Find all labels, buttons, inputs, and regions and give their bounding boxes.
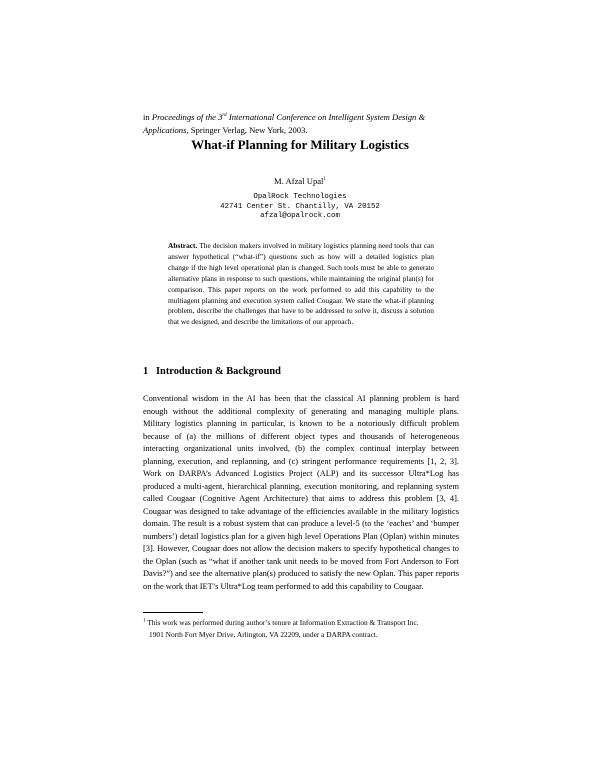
affiliation-email: afzal@opalrock.com: [260, 212, 340, 221]
abstract-text: The decision makers involved in military logistics planning need tools that can answer hypothetical (“what-if”) questions such as how will a detailed logistics plan change if the high level operational plan is changed. Such tools must be able to generate alternative plans in response to such questions, while maintaining the original plan(s) for comparison. This paper reports on the work performed to add this capability to the multiagent planning and execution system called Cougaar. We state the what-if planning problem, describe the challenges that have to be addressed to solve it, discuss a solution that we designed, and describe the limitations of our approach.: [168, 241, 435, 327]
citation-publisher: , Springer Verlag, New York, 2003.: [186, 125, 308, 135]
footnote-rule: [143, 612, 203, 613]
affiliation-block: [0, 193, 600, 222]
citation-prefix: in: [143, 112, 152, 122]
footnote-mark: 1: [143, 618, 146, 624]
paper-title: What-if Planning for Military Logistics: [191, 137, 409, 152]
author-footnote-mark: 1: [323, 177, 326, 183]
footnote-line2: 1901 North Fort Myer Drive, Arlington, VA 22209, under a DARPA contract.: [149, 629, 378, 639]
affiliation-org: OpalRock Technologies: [253, 193, 347, 201]
abstract-label: Abstract.: [168, 241, 198, 250]
footnote: [143, 617, 463, 640]
author-name: M. Afzal Upal$^1$: [274, 176, 326, 186]
section-title: Introduction & Background: [156, 366, 281, 377]
body-paragraph: Conventional wisdom in the AI has been that the classical AI planning problem is hard enough without the additional complexity of generating and managing multiple plans. Military logistics planning in particular, is known to be a notoriously difficult problem because of (a) the millions of different object types and thousands of heterogeneous interacting organizational units involved, (b) the complex continual interplay between planning, execution, and replanning, and (c) stringent performance requirements [1, 2, 3]. Work on DARPA’s Advanced Logistics Project (ALP) and its successor Ultra*Log has produced a multi-agent, hierarchical planning, execution monitoring, and replanning system called Cougaar (Cognitive Agent Architecture) that aims to address this problem [3, 4]. Cougaar was designed to take advantage of the efficiencies available in the military logistics domain. The result is a robust system that can produce a level-5 (to the ‘eaches’ and ‘bumper numbers’) detail logistics plan for a given high level Operations Plan (Oplan) within minutes [3]. However, Cougaar does not allow the decision makers to specify hypothetical changes to the Oplan (such as “what if another tank unit needs to be moved from Fort Anderson to Fort Davis?”) and see the alternative plan(s) produced to satisfy the new Oplan. This paper reports on the work that IET’s Ultra*Log team performed to add this capability to Cougaar.: [143, 394, 459, 591]
section-number: 1: [143, 366, 149, 377]
section-heading: [143, 366, 281, 377]
affiliation-address: 42741 Center St. Chantilly, VA 20152: [220, 202, 380, 211]
citation-line: [143, 111, 463, 137]
citation-venue: Proceedings of the 3rd International Conference on Intelligent System Design & Applications: [143, 112, 426, 135]
abstract: [168, 241, 434, 328]
footnote-line1: This work was performed during author’s tenure at Information Extraction & Transport Inc.: [147, 618, 419, 627]
